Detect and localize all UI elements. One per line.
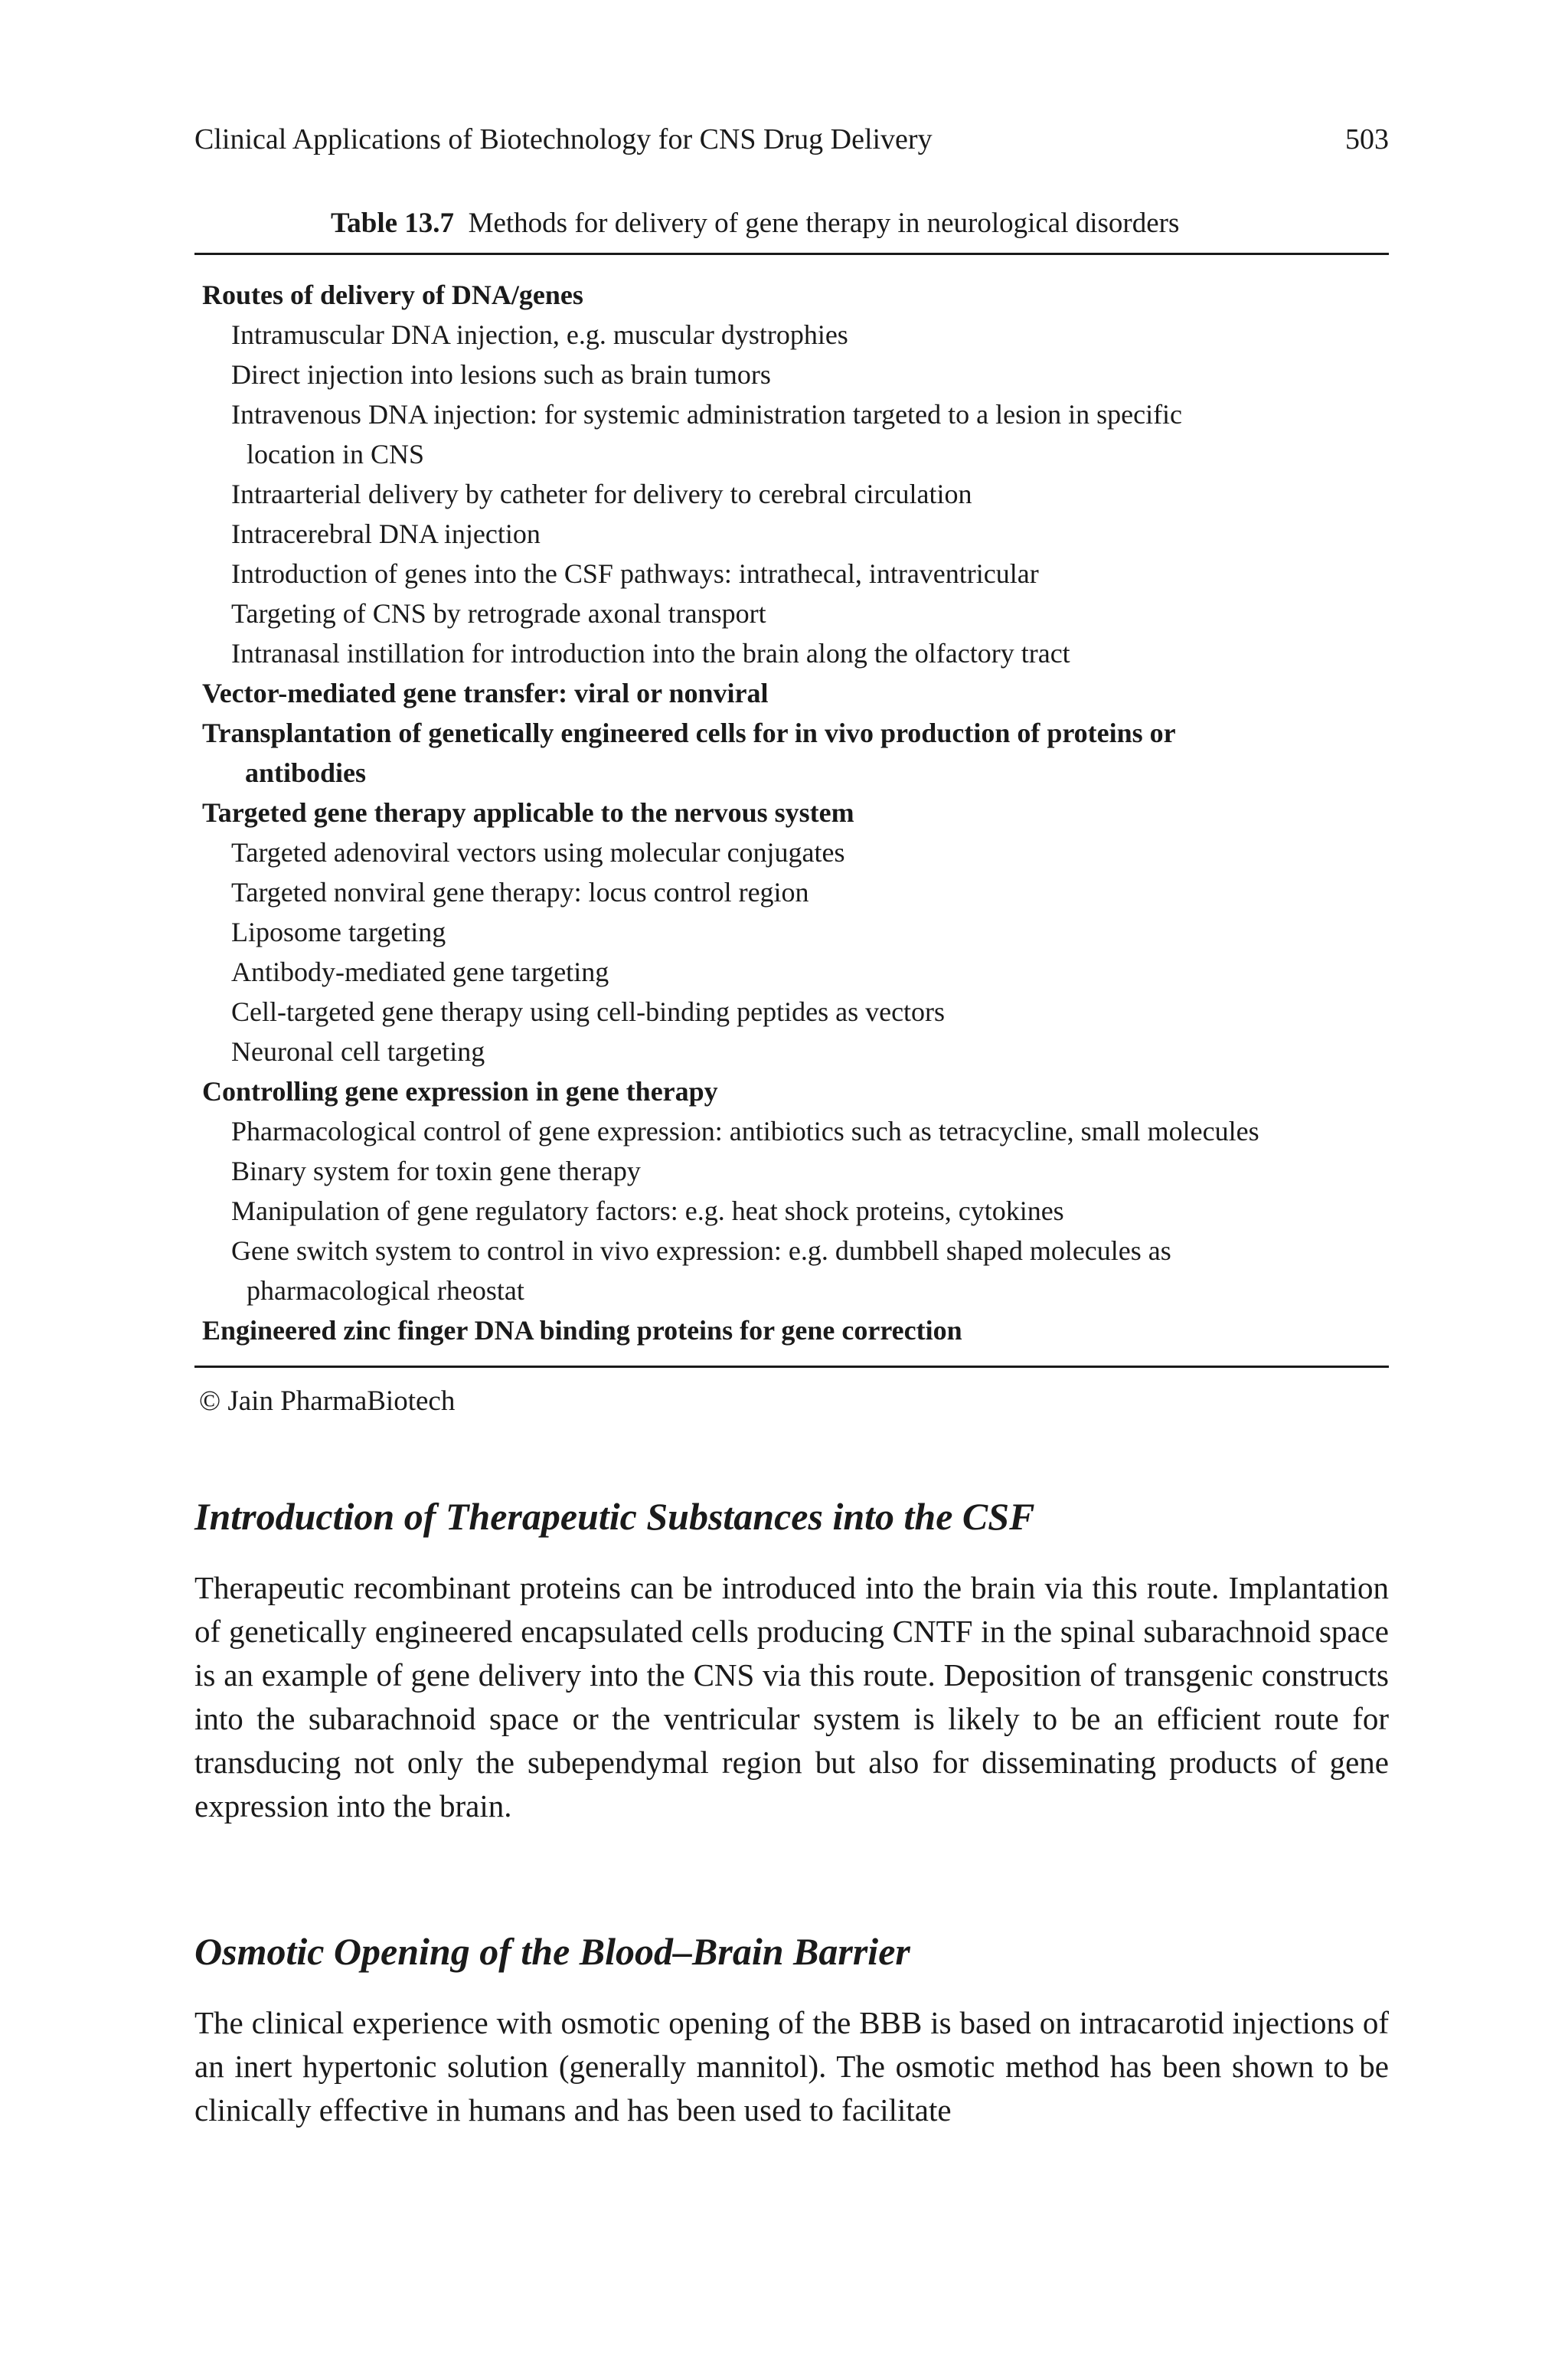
table-row-text: Targeted nonviral gene therapy: locus control region (231, 877, 809, 908)
running-head-title: Clinical Applications of Biotechnology for CNS Drug Delivery (194, 123, 933, 155)
table-row-text: Pharmacological control of gene expression: antibiotics such as tetracycline, small molecules (231, 1116, 1259, 1146)
table-row-text: Manipulation of gene regulatory factors: e.g. heat shock proteins, cytokines (231, 1196, 1064, 1226)
table-heading-row (202, 275, 1396, 315)
table-heading-row (202, 673, 1396, 713)
table-row-continuation: pharmacological rheostat (247, 1275, 524, 1306)
table-row-text: Controlling gene expression in gene therapy (202, 1076, 718, 1107)
table-row-text: Engineered zinc finger DNA binding proteins for gene correction (202, 1315, 962, 1346)
table-item-row (202, 633, 1396, 673)
section-heading-csf: Introduction of Therapeutic Substances into the CSF (194, 1495, 1035, 1538)
section-paragraph-bbb: The clinical experience with osmotic opening of the BBB is based on intracarotid injections of an inert hypertonic solution (generally mannitol). The osmotic method has been shown to be clinically effective in humans and has been used to facilitate (194, 2005, 1389, 2128)
table-caption-text: Methods for delivery of gene therapy in neurological disorders (468, 208, 1180, 239)
table-row-text: Liposome targeting (231, 917, 446, 947)
table-heading-row (202, 1310, 1396, 1350)
table-row-text: Introduction of genes into the CSF pathways: intrathecal, intraventricular (231, 558, 1039, 589)
table-row-continuation: antibodies (245, 757, 367, 788)
table-row-text: Targeted adenoviral vectors using molecular conjugates (231, 837, 845, 868)
table-item-row (202, 554, 1396, 594)
table-item-row (202, 1151, 1396, 1191)
table-source: © Jain PharmaBiotech (199, 1385, 456, 1417)
table-item-row (202, 355, 1396, 394)
table-row-text: Vector-mediated gene transfer: viral or nonviral (202, 678, 769, 708)
table-row-text: Gene switch system to control in vivo expression: e.g. dumbbell shaped molecules as (231, 1235, 1171, 1266)
table-row-text: Antibody-mediated gene targeting (231, 957, 609, 987)
table-row-text: Intraarterial delivery by catheter for delivery to cerebral circulation (231, 479, 972, 509)
table-row-continuation: location in CNS (247, 439, 424, 469)
table-item-row (202, 912, 1396, 952)
table-item-row (202, 1032, 1396, 1071)
table-item-row (202, 1191, 1396, 1231)
table-row-text: Binary system for toxin gene therapy (231, 1156, 641, 1186)
table-item-row (202, 474, 1396, 514)
table-row-text: Intravenous DNA injection: for systemic administration targeted to a lesion in specific (231, 399, 1183, 430)
table-item-row (202, 315, 1396, 355)
table-item-row (202, 594, 1396, 633)
running-head (194, 123, 1389, 168)
table-heading-row (202, 793, 1396, 832)
table-row-text: Targeted gene therapy applicable to the nervous system (202, 797, 854, 828)
table-item-row (202, 952, 1396, 992)
table-caption (194, 207, 1389, 247)
table-body (194, 255, 1396, 1350)
table-row-text: Neuronal cell targeting (231, 1036, 485, 1067)
table-bottom-rule (194, 1366, 1389, 1368)
table-heading-row (202, 713, 1396, 793)
table-row-text: Routes of delivery of DNA/genes (202, 280, 583, 310)
table-item-row (202, 832, 1396, 872)
page-number: 503 (1345, 123, 1389, 155)
table-item-row (202, 514, 1396, 554)
table-item-row (202, 394, 1396, 474)
table-item-row (202, 992, 1396, 1032)
table-heading-row (202, 1071, 1396, 1111)
page (194, 123, 1389, 2164)
table-row-text: Intranasal instillation for introduction into the brain along the olfactory tract (231, 638, 1070, 669)
table-row-text: Targeting of CNS by retrograde axonal transport (231, 598, 766, 629)
table-label: Table 13.7 (331, 208, 455, 239)
table-item-row (202, 1111, 1396, 1151)
section-heading-bbb: Osmotic Opening of the Blood–Brain Barrier (194, 1930, 910, 1973)
table-row-text: Direct injection into lesions such as brain tumors (231, 359, 771, 390)
table-row-text: Intramuscular DNA injection, e.g. muscular dystrophies (231, 319, 848, 350)
section-paragraph-csf: Therapeutic recombinant proteins can be introduced into the brain via this route. Implantation of genetically engineered encapsulated cells producing CNTF in the spinal subarachnoid space is an example of gene delivery into the CNS via this route. Deposition of transgenic constructs into the subarachnoid space or the ventricular system is likely to be an efficient route for transducing not only the subependymal region but also for disseminating products of gene expression into the brain. (194, 1570, 1389, 1824)
table-row-text: Cell-targeted gene therapy using cell-binding peptides as vectors (231, 996, 946, 1027)
table-row-text: Intracerebral DNA injection (231, 518, 541, 549)
table-item-row (202, 872, 1396, 912)
table-row-text: Transplantation of genetically engineered cells for in vivo production of proteins or (202, 718, 1176, 748)
table-item-row (202, 1231, 1396, 1310)
